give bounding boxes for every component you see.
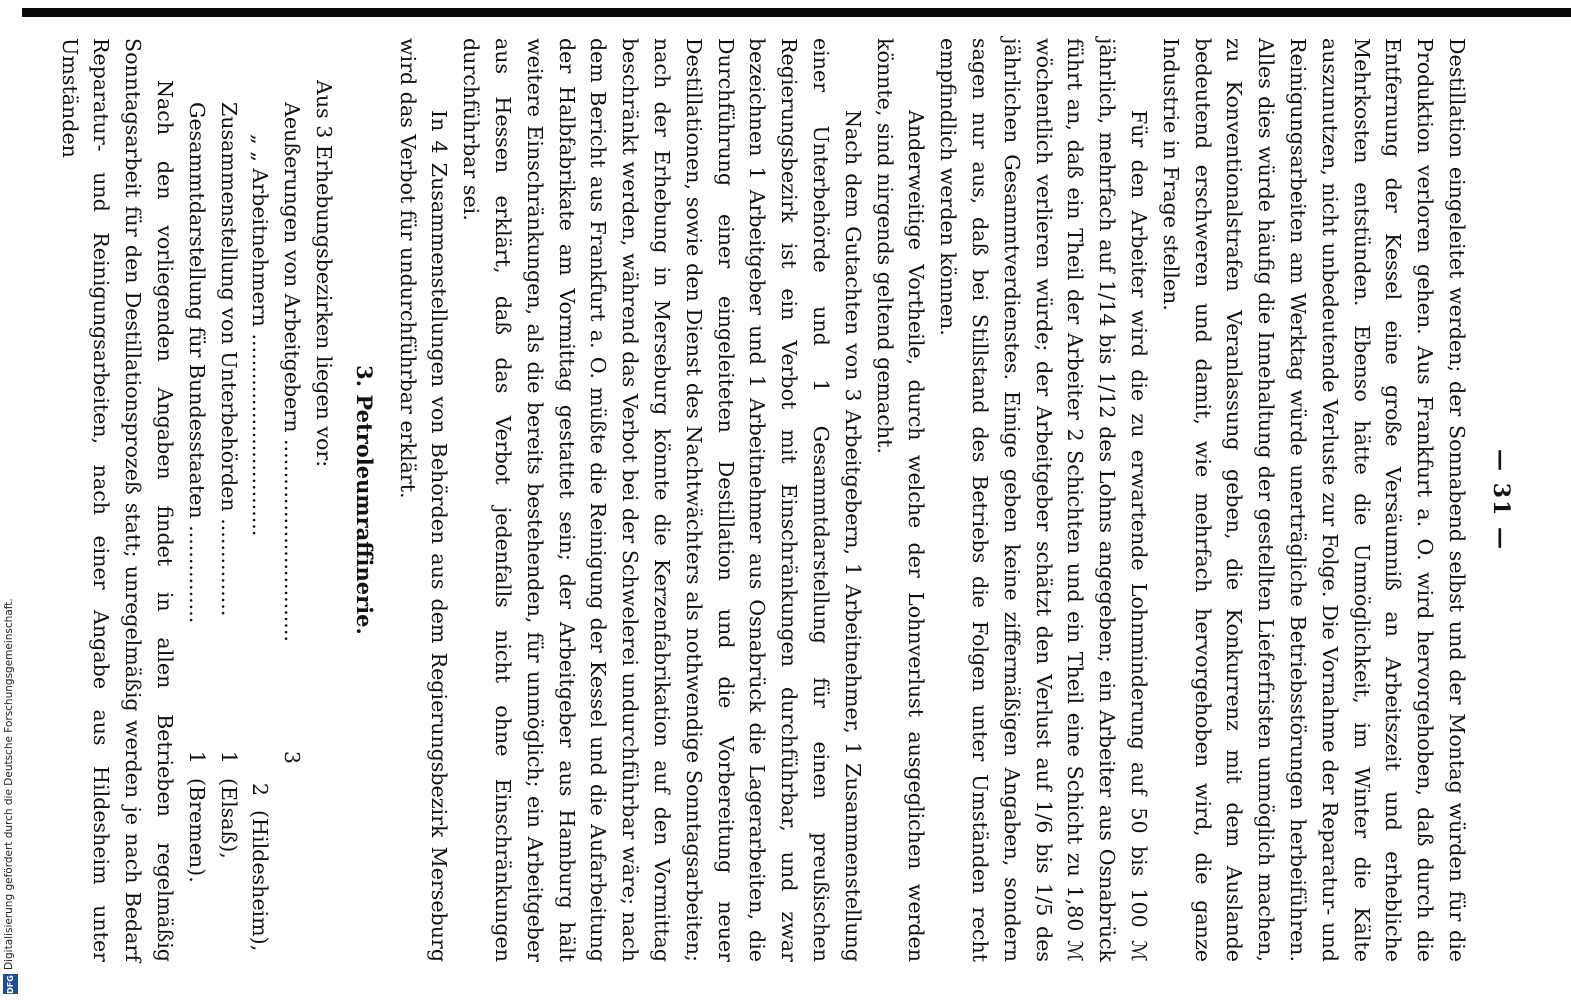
rotated-document-page — [57, 20, 1520, 980]
section-heading: 3. Petroleumraffinerie. — [351, 365, 377, 635]
dfg-logo-text: DFG — [6, 974, 16, 994]
list-item-note: (Elsaß), — [216, 778, 241, 859]
section-intro: Aus 3 Erhebungsbezirken liegen vor: — [311, 80, 336, 468]
list-item-label: Aeußerungen von Arbeitgebern ............................... — [280, 102, 305, 642]
list-item — [180, 38, 212, 962]
page-number: — 31 — — [1488, 449, 1514, 551]
top-border-rule — [22, 8, 1571, 17]
section-closing: Nach den vorliegenden Angaben findet in allen Betrieben regelmäßig Sonntagsarbeit für den Destillationsprozeß statt; unregelmäßig werden je nach Bedarf Reparatur- und Reinigungsarbeiten, nach einer Angabe aus Hildesheim unter Umständen — [57, 38, 177, 962]
list-item-label: „ „ Arbeitnehmern ............................... — [248, 134, 273, 537]
list-item-count: 2 — [248, 782, 273, 796]
text-column — [53, 38, 1472, 962]
list-item — [244, 38, 276, 962]
list-item-count: 1 — [184, 750, 209, 764]
paragraph-5: In 4 Zusammenstellungen von Behörden aus dem Regierungsbezirk Merseburg wird das Verbot für undurchführbar erklärt. — [395, 38, 452, 962]
source-list — [180, 38, 307, 962]
list-item-label: Gesammtdarstellung für Bundesstaaten ............... — [184, 102, 209, 624]
list-item — [212, 38, 244, 962]
digitization-note: Digitalisierung gefördert durch die Deutsche Forschungsgemeinschaft. — [3, 598, 15, 970]
paragraph-2: Für den Arbeiter wird die zu erwartende Lohnminderung auf 50 bis 100 ℳ jährlich, mehrfach auf 1/14 bis 1/12 des Lohns angegeben; ein Arbeiter aus Osnabrück führt an, daß ein Theil der Arbeiter 2 Schichten und ein Theil eine Schicht zu 1,80 ℳ wöchentlich verlieren würde; der Arbeitgeber schätzt den Verlust auf 1/6 bis 1/5 des jährlichen Gesammtverdienstes. Einige geben keine ziffermäßigen Angaben, sondern sagen nur aus, daß bei Stillstand des Betriebs die Folgen unter Umständen recht empfindlich werden können. — [936, 38, 1152, 962]
paragraph-4: Nach dem Gutachten von 3 Arbeitgebern, 1 Arbeitnehmer, 1 Zusammenstellung einer Unterbehörde und 1 Gesammtdarstellung für einen preußischen Regierungsbezirk ist ein Verbot mit Einschränkungen durchführbar, und zwar bezeichnen 1 Arbeitgeber und 1 Arbeitnehmer aus Osnabrück die Lagerarbeiten, die Durchführung einer eingeleiteten Destillation und die Vorbereitung neuer Destillationen, sowie den Dienst des Nachtwächters als nothwendige Sonntagsarbeiten; nach der Erhebung in Merseburg könnte die Kerzenfabrikation auf den Vormittag beschränkt werden, während das Verbot bei der Schwelerei undurchführbar wäre; nach dem Bericht aus Frankfurt a. O. müßte die Reinigung der Kessel und die Aufarbeitung der Halbfabrikate am Vormittag gestattet sein; der Arbeitgeber aus Hamburg hält weitere Einschränkungen, als die bereits bestehenden, für unmöglich; ein Arbeitgeber aus Hessen erklärt, daß das Verbot jedenfalls nicht ohne Einschränkungen durchführbar sei. — [459, 38, 865, 962]
list-item-note — [275, 764, 307, 778]
list-item — [275, 38, 307, 962]
dfg-logo — [3, 974, 18, 994]
digitization-sidebar — [0, 0, 22, 1000]
list-item-count: 3 — [280, 750, 305, 764]
list-item-note: (Hildesheim), — [248, 810, 273, 952]
list-item-note: (Bremen). — [184, 778, 209, 883]
paragraph-1: Destillation eingeleitet werden; der Sonnabend selbst und der Montag würden für die Produktion verloren gehen. Aus Frankfurt a. O. wird hervorgehoben, daß durch die Entfernung der Kessel eine große Versäumniß an Arbeitszeit und erhebliche Mehrkosten entstünden. Ebenso hätte die Unmöglichkeit, im Winter die Kälte auszunutzen, nicht unbedeutende Verluste zur Folge. Die Vornahme der Reparatur- und Reinigungsarbeiten am Werktag würde unerträgliche Betriebsstörungen herbeiführen. Alles dies würde häufig die Innehaltung der gestellten Lieferfristen unmöglich machen, zu Konventionalstrafen Veranlassung geben, die Konkurrenz mit dem Auslande bedeutend erschweren und damit, wie mehrfach hervorgehoben wird, die ganze Industrie in Frage stellen. — [1158, 38, 1469, 962]
paragraph-3: Anderweitige Vortheile, durch welche der Lohnverlust ausgeglichen werden könnte, sind nirgends geltend gemacht. — [872, 38, 929, 962]
list-item-label: Zusammenstellung von Unterbehörden ............... — [216, 102, 241, 617]
list-item-count: 1 — [216, 750, 241, 764]
